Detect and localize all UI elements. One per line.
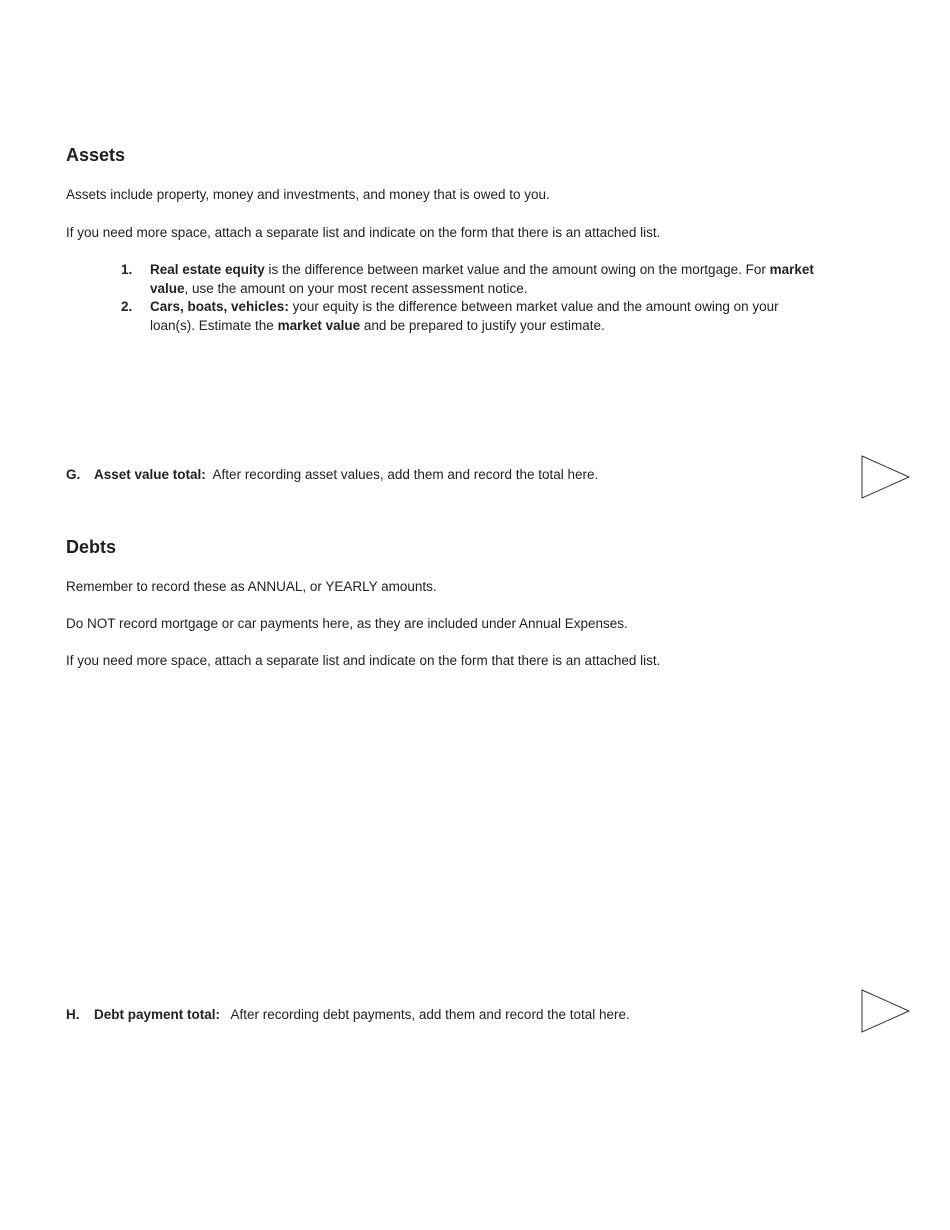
assets-list	[121, 261, 821, 335]
list-item-number: 1.	[121, 262, 133, 277]
asset-total-letter: G.	[66, 467, 81, 482]
assets-space-note: If you need more space, attach a separate list and indicate on the form that there is an attached list.	[66, 225, 661, 240]
list-item	[121, 261, 821, 298]
assets-heading: Assets	[66, 145, 126, 165]
list-item	[121, 298, 821, 335]
debt-total-label: Debt payment total:	[94, 1007, 221, 1022]
list-item-bold: market value	[277, 317, 361, 333]
list-item-term: Cars, boats, vehicles:	[150, 299, 289, 314]
debts-space-note: If you need more space, attach a separate list and indicate on the form that there is an attached list.	[66, 653, 661, 668]
list-item-text: your equity is the difference between market value and the amount owing on your loan(s). Estimate the	[150, 299, 779, 333]
list-item-text: , use the amount on your most recent assessment notice.	[184, 280, 528, 296]
debts-exclusion: Do NOT record mortgage or car payments here, as they are included under Annual Expenses.	[66, 616, 628, 631]
list-item-text: and be prepared to justify your estimate.	[360, 317, 605, 333]
asset-total-line	[66, 467, 598, 482]
debts-reminder: Remember to record these as ANNUAL, or YEARLY amounts.	[66, 579, 437, 594]
debt-total-line	[66, 1007, 630, 1022]
list-item-bold: market value	[150, 262, 814, 296]
triangle-pointer-icon	[861, 989, 911, 1033]
assets-intro: Assets include property, money and investments, and money that is owed to you.	[66, 187, 550, 202]
list-item-term: Real estate equity	[150, 262, 265, 277]
asset-total-label: Asset value total:	[94, 467, 206, 482]
debt-total-letter: H.	[66, 1007, 80, 1022]
debt-total-text: After recording debt payments, add them and record the total here.	[220, 1007, 630, 1022]
triangle-pointer-icon	[861, 455, 911, 499]
list-item-number: 2.	[121, 299, 133, 314]
debts-heading: Debts	[66, 537, 117, 557]
asset-total-text: After recording asset values, add them and record the total here.	[205, 467, 599, 482]
list-item-text: is the difference between market value and the amount owing on the mortgage. For	[264, 262, 770, 277]
